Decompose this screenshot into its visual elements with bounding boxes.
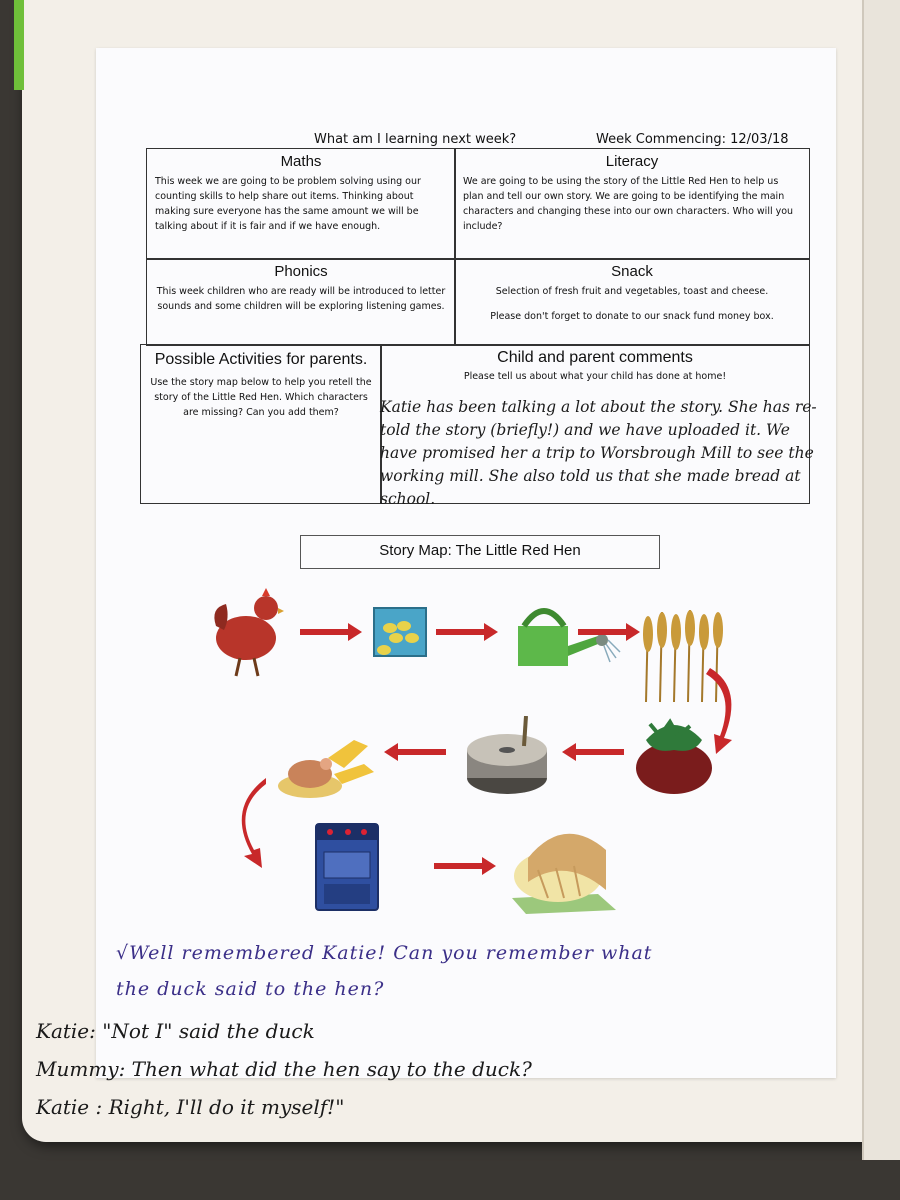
comments-prompt: Please tell us about what your child has done at home! <box>463 371 727 382</box>
phonics-heading: Phonics <box>274 263 328 280</box>
arrow-curve-down-left <box>230 774 270 870</box>
arrow-left-2 <box>382 742 446 762</box>
story-map-title: Story Map: The Little Red Hen <box>300 535 660 569</box>
next-page-edge <box>862 0 900 1160</box>
literacy-heading: Literacy <box>605 153 659 170</box>
arrow-right-1 <box>300 622 364 642</box>
arrow-left-1 <box>560 742 624 762</box>
worksheet <box>96 48 836 1078</box>
maths-heading: Maths <box>280 153 322 170</box>
maths-cell <box>146 148 456 260</box>
teacher-note-line-2: the duck said to the hen? <box>116 978 385 1000</box>
oven-icon <box>314 822 380 912</box>
literacy-text: We are going to be using the story of the Little Red Hen to help us plan and tell our own story. We are going to be identifying the main characters and changing these into our own characters. Who will you include? <box>463 176 794 232</box>
parent-handwritten-comment: Katie has been talking a lot about the story. She has re-told the story (briefly!) and we have uploaded it. We have promised her a trip to Worsbrough Mill to see the working mill. She also told us that she made bread at school. <box>380 398 817 508</box>
snack-heading: Snack <box>611 263 653 280</box>
arrow-curve-down-right <box>706 664 746 756</box>
snack-cell <box>454 258 810 346</box>
maths-text: This week we are going to be problem solving using our counting skills to help share out items. Thinking about making sure everyone has the same amount we will be talking about if it is fair and if we have enough. <box>155 176 421 232</box>
activities-cell <box>140 344 382 504</box>
worksheet-title: What am I learning next week? <box>314 132 517 147</box>
literacy-cell <box>454 148 810 260</box>
parent-dialogue <box>36 1012 796 1126</box>
kneading-dough-icon <box>276 728 380 802</box>
arrow-right-3 <box>578 622 642 642</box>
phonics-cell <box>146 258 456 346</box>
dialogue-line-1: Katie: "Not I" said the duck <box>36 1019 315 1043</box>
seeds-icon <box>372 606 428 658</box>
arrow-right-2 <box>436 622 500 642</box>
week-commencing: Week Commencing: 12/03/18 <box>596 132 789 147</box>
dialogue-line-3: Katie : Right, I'll do it myself!" <box>36 1095 345 1119</box>
arrow-right-4 <box>434 856 498 876</box>
book-cover-edge <box>14 0 24 90</box>
millstone-icon <box>462 716 552 798</box>
comments-heading: Child and parent comments <box>497 349 693 366</box>
snack-line-2: Please don't forget to donate to our snack fund money box. <box>490 311 774 322</box>
bread-icon <box>508 818 618 916</box>
teacher-note-line-1: √Well remembered Katie! Can you remember what <box>116 942 653 964</box>
snack-line-1: Selection of fresh fruit and vegetables, toast and cheese. <box>495 286 769 297</box>
hen-icon <box>210 586 284 678</box>
learning-grid <box>146 148 817 508</box>
activities-heading: Possible Activities for parents. <box>154 351 368 368</box>
phonics-text: This week children who are ready will be introduced to letter sounds and some children will be exploring listening games. <box>156 286 446 312</box>
activities-text: Use the story map below to help you retell the story of the Little Red Hen. Which characters are missing? Can you add them? <box>150 377 372 418</box>
dialogue-line-2: Mummy: Then what did the hen say to the duck? <box>36 1057 532 1081</box>
teacher-note <box>116 935 796 1007</box>
